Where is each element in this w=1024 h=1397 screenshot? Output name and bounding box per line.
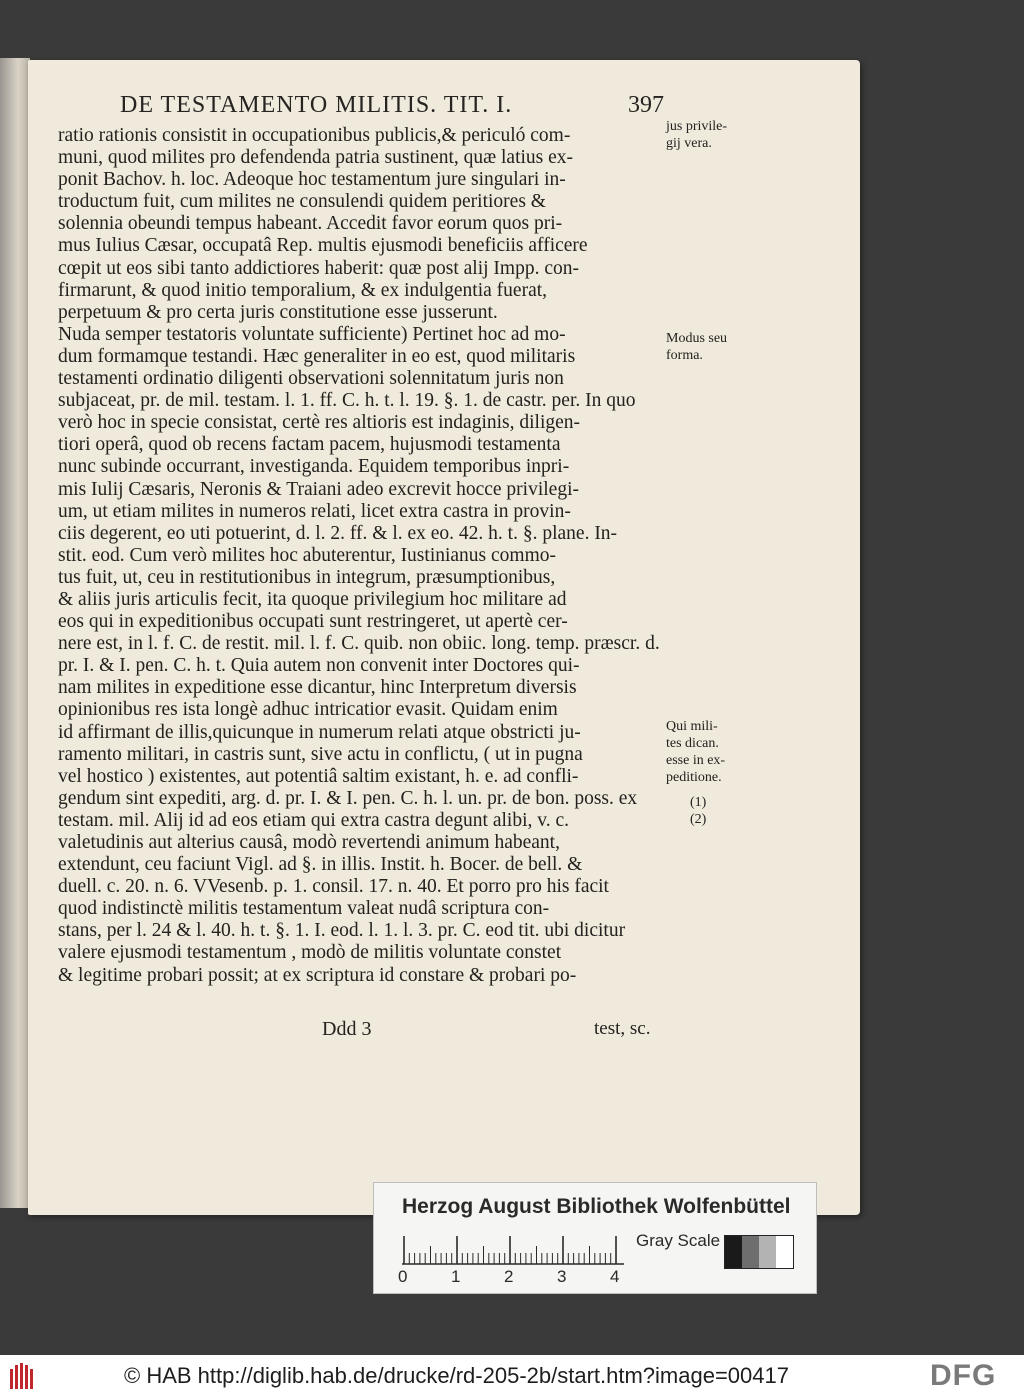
hab-logo-icon [8,1361,38,1391]
facing-page-edge [0,58,30,1208]
text-line: opinionibus res ista longè adhuc intricatior evasit. Quidam enim [58,699,558,721]
gray-swatch [776,1236,793,1268]
running-title: DE TESTAMENTO MILITIS. TIT. I. [120,92,513,118]
ruler-numbers [398,1267,628,1287]
text-line: muni, quod milites pro defendenda patria sustinent, quæ latius ex- [58,147,574,169]
ruler-number: 3 [557,1267,567,1286]
ruler-number: 0 [398,1267,408,1286]
ruler-scale [402,1235,624,1265]
text-line: valetudinis aut alterius causâ, modò revertendi animum habeant, [58,832,560,853]
text-line: troductum fuit, cum milites ne consulendi quidem peritiores & [58,191,546,213]
text-line: pr. I. & I. pen. C. h. t. Quia autem non convenit inter Doctores qui- [58,655,580,677]
text-line: subjaceat, pr. de mil. testam. l. 1. ff. C. h. t. l. 19. §. 1. de castr. per. In quo [58,390,636,412]
text-line: mis Iulij Cæsaris, Neronis & Traiani adeo excrevit hocce privilegi- [58,478,579,500]
text-line: extendunt, ceu faciunt Vigl. ad §. in illis. Instit. h. Bocer. de bell. & [58,854,583,876]
text-line: ciis degerent, eo uti potuerint, d. l. 2. ff. & l. ex eo. 42. h. t. §. plane. In- [58,522,618,544]
text-line: um, ut etiam milites in numeros relati, licet extra castra in provin- [58,500,571,522]
text-line: Nuda semper testatoris voluntate sufficiente) Pertinet hoc ad mo- [58,323,566,345]
library-name: Herzog August Bibliothek Wolfenbüttel [402,1195,791,1218]
gray-swatch [742,1236,759,1268]
text-line: testamenti ordinatio diligenti observationi solennitatum juris non [58,368,564,390]
text-line: testam. mil. Alij id ad eos etiam qui extra castra degunt alibi, v. c. [58,809,570,831]
text-line: quod indistinctè militis testamentum valeat nudâ scriptura con- [58,898,550,920]
text-line: perpetuum & pro certa juris constitutione esse jusserunt. [58,301,498,323]
text-line: gendum sint expediti, arg. d. pr. I. & I. pen. C. h. l. un. pr. de bon. poss. ex [58,787,638,809]
margin-note-line: peditione. [666,770,722,785]
margin-note-line: esse in ex- [666,753,726,768]
text-line: & aliis juris articulis fecit, ita quoque privilegium hoc militare ad [58,588,567,610]
text-line: nam milites in expeditione esse dicantur, hinc Interpretum diversis [58,677,577,699]
text-line: mus Iulius Cæsar, occupatâ Rep. multis ejusmodi beneficiis afficere [58,235,588,257]
text-line: valere ejusmodi testamentum , modò de militis voluntate constet [58,942,562,964]
signature-mark: Ddd 3 [322,1018,372,1040]
gray-swatch [725,1236,742,1268]
margin-note [690,794,706,828]
footer-bar [0,1355,1024,1397]
dfg-logo: DFG [930,1359,997,1392]
text-line: verò hoc in specie consistat, certè res altioris est indaginis, diligen- [58,412,581,434]
ruler-number: 2 [504,1267,514,1286]
text-line: nere est, in l. f. C. de restit. mil. l. f. C. quib. non obiic. long. temp. præscr. d. [58,633,660,655]
catchword: test, sc. [594,1018,651,1039]
text-line: duell. c. 20. n. 6. VVesenb. p. 1. consil. 17. n. 40. Et porro pro his facit [58,876,609,898]
text-line: stit. eod. Cum verò milites hoc abuterentur, Iustinianus commo- [58,544,557,566]
text-line: id affirmant de illis,quicunque in numerum relati atque obstricti ju- [58,721,581,743]
margin-note [666,718,725,786]
margin-note [666,330,727,364]
text-line: dum formamque testandi. Hæc generaliter in eo est, quod militaris [58,345,576,367]
margin-note [666,118,727,152]
text-line: ramento militari, in castris sunt, sive actu in conflictu, ( ut in pugna [58,743,583,765]
text-line: eos qui in expeditionibus occupati sunt restringeret, ut apertè cer- [58,611,568,633]
text-line: vel hostico ) existentes, aut potentiâ saltim existant, h. e. ad confli- [58,765,579,787]
library-color-card [373,1182,817,1294]
text-line: firmarunt, & quod initio temporalium, & ex indulgentia fuerat, [58,279,548,301]
copyright-link[interactable]: © HAB http://diglib.hab.de/drucke/rd-205-2b/start.htm?image=00417 [124,1363,789,1388]
margin-note-line: tes dican. [666,736,719,751]
margin-note-line: (2) [690,812,707,827]
margin-note-line: Modus seu [666,331,728,346]
page-number: 397 [628,92,664,118]
text-line: tus fuit, ut, ceu in restitutionibus in integrum, præsumptionibus, [58,566,556,588]
gray-scale-swatches [724,1235,794,1269]
gray-scale-label: Gray Scale [636,1231,721,1250]
ruler-number: 4 [610,1267,620,1286]
text-line: tiori operâ, quod ob recens factam pacem, hujusmodi testamenta [58,434,561,456]
text-line: cœpit ut eos sibi tanto addictiores haberit: quæ post alij Impp. con- [58,257,579,279]
text-line: nunc subinde occurrant, investiganda. Equidem temporibus inpri- [58,456,570,478]
running-header [120,92,680,126]
text-line: ponit Bachov. h. loc. Adeoque hoc testamentum jure singulari in- [58,169,566,191]
text-line: stans, per l. 24 & l. 40. h. t. §. 1. I. eod. l. 1. l. 3. pr. C. eod tit. ubi dicitur [58,920,626,942]
margin-note-line: (1) [690,795,707,810]
margin-note-line: jus privile- [666,119,728,134]
ruler-number: 1 [451,1267,461,1286]
text-line: & legitime probari possit; at ex scriptura id constare & probari po- [58,964,577,986]
text-line: ratio rationis consistit in occupationibus publicis,& periculó com- [58,125,571,146]
text-line: solennia obeundi tempus habeant. Accedit favor eorum quos pri- [58,213,563,235]
margin-note-line: forma. [666,348,703,363]
body-text [58,125,670,987]
margin-note-line: gij vera. [666,136,712,151]
gray-swatch [759,1236,776,1268]
margin-note-line: Qui mili- [666,719,718,734]
